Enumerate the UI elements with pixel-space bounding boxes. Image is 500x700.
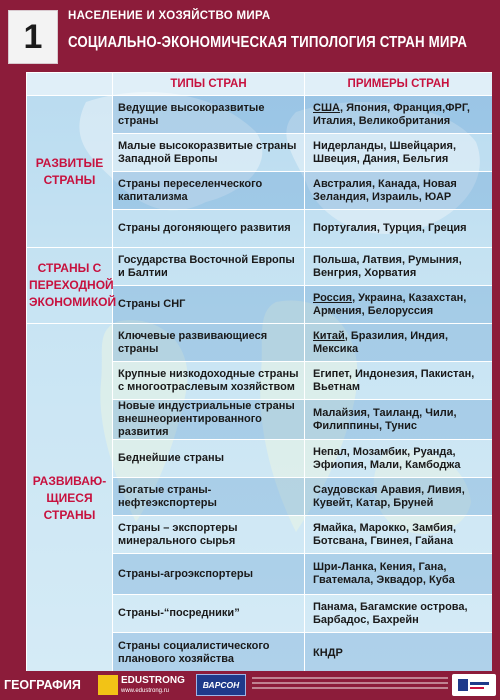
country-type-cell: Страны СНГ	[113, 286, 305, 324]
typology-table	[26, 72, 492, 671]
country-examples-cell	[305, 633, 493, 672]
leading-country: Китай	[313, 329, 345, 342]
country-type-cell: Страны-“посредники”	[113, 595, 305, 633]
example-countries: Польша, Латвия, Румыния, Венгрия, Хорватия	[313, 253, 462, 279]
footer	[0, 671, 500, 700]
country-examples-cell	[305, 96, 493, 134]
country-examples-cell	[305, 134, 493, 172]
example-countries: , Украина, Казахстан, Армения, Белоруссия	[313, 291, 467, 317]
country-type-cell: Государства Восточной Европы и Балтии	[113, 248, 305, 286]
example-countries: Малайзия, Таиланд, Чили, Филиппины, Тунис	[313, 406, 457, 432]
country-group-label: РАЗВИТЫЕ СТРАНЫ	[27, 96, 113, 248]
country-examples-cell	[305, 554, 493, 595]
poster-number: 1	[8, 10, 58, 64]
edustrong-url: www.edustrong.ru	[121, 688, 170, 694]
column-header-types: ТИПЫ СТРАН	[113, 73, 305, 96]
country-examples-cell	[305, 595, 493, 633]
country-type-cell: Ведущие высокоразвитые страны	[113, 96, 305, 134]
example-countries: КНДР	[313, 646, 343, 659]
country-group-label: РАЗВИВАЮ- ЩИЕСЯ СТРАНЫ	[27, 324, 113, 672]
country-examples-cell	[305, 286, 493, 324]
subject-heading: НАСЕЛЕНИЕ И ХОЗЯЙСТВО МИРА	[68, 10, 271, 22]
empty-header-cell	[27, 73, 113, 96]
example-countries: Ямайка, Марокко, Замбия, Ботсвана, Гвинея, Гайана	[313, 521, 457, 547]
table-row	[27, 324, 493, 362]
example-countries: Саудовская Аравия, Ливия, Кувейт, Катар, Бруней	[313, 483, 465, 509]
leading-country: Россия	[313, 291, 353, 304]
country-type-cell: Крупные низкодоходные страны с многоотраслевым хозяйством	[113, 362, 305, 400]
edustrong-logo-icon	[98, 675, 118, 695]
country-examples-cell	[305, 324, 493, 362]
column-header-examples: ПРИМЕРЫ СТРАН	[305, 73, 493, 96]
country-examples-cell	[305, 210, 493, 248]
example-countries: Австралия, Канада, Новая Зеландия, Израиль, ЮАР	[313, 177, 457, 203]
example-countries: Португалия, Турция, Греция	[313, 222, 467, 234]
page-title: СОЦИАЛЬНО-ЭКОНОМИЧЕСКАЯ ТИПОЛОГИЯ СТРАН МИРА	[68, 34, 468, 51]
country-type-cell: Страны-агроэкспортеры	[113, 554, 305, 595]
country-type-cell: Страны догоняющего развития	[113, 210, 305, 248]
country-examples-cell	[305, 478, 493, 516]
country-type-cell: Страны переселенческого капитализма	[113, 172, 305, 210]
typology-table-panel	[26, 72, 492, 671]
example-countries: Египет, Индонезия, Пакистан, Вьетнам	[313, 367, 475, 393]
example-countries: , Бразилия, Индия, Мексика	[313, 329, 449, 355]
table-row	[27, 96, 493, 134]
country-group-label: СТРАНЫ С ПЕРЕХОДНОЙ ЭКОНОМИКОЙ	[27, 248, 113, 324]
country-examples-cell	[305, 400, 493, 440]
country-type-cell: Беднейшие страны	[113, 440, 305, 478]
publisher-logo: ВАРСОН	[196, 674, 246, 696]
country-type-cell: Страны – экспортеры минерального сырья	[113, 516, 305, 554]
leading-country: США	[313, 101, 340, 114]
publisher-badge-icon	[452, 674, 496, 696]
country-examples-cell	[305, 516, 493, 554]
example-countries: , Япония, Франция,ФРГ, Италия, Великобритания	[313, 101, 470, 127]
country-type-cell: Новые индустриальные страны внешнеориентированного развития	[113, 400, 305, 440]
header	[0, 0, 500, 72]
country-type-cell: Богатые страны-нефтеэкспортеры	[113, 478, 305, 516]
example-countries: Нидерланды, Швейцария, Швеция, Дания, Бельгия	[313, 139, 457, 165]
country-examples-cell	[305, 172, 493, 210]
table-row	[27, 248, 493, 286]
example-countries: Шри-Ланка, Кения, Гана, Гватемала, Эквадор, Куба	[313, 561, 455, 586]
example-countries: Непал, Мозамбик, Руанда, Эфиопия, Мали, Камбоджа	[313, 445, 461, 471]
country-type-cell: Страны социалистического планового хозяйства	[113, 633, 305, 672]
country-examples-cell	[305, 248, 493, 286]
publisher-fine-print	[252, 677, 448, 693]
edustrong-logo-text: EDUSTRONG	[121, 675, 185, 686]
footer-subject: ГЕОГРАФИЯ	[4, 678, 81, 692]
country-examples-cell	[305, 362, 493, 400]
country-type-cell: Ключевые развивающиеся страны	[113, 324, 305, 362]
country-type-cell: Малые высокоразвитые страны Западной Европы	[113, 134, 305, 172]
country-examples-cell	[305, 440, 493, 478]
example-countries: Панама, Багамские острова, Барбадос, Бахрейн	[313, 600, 468, 626]
